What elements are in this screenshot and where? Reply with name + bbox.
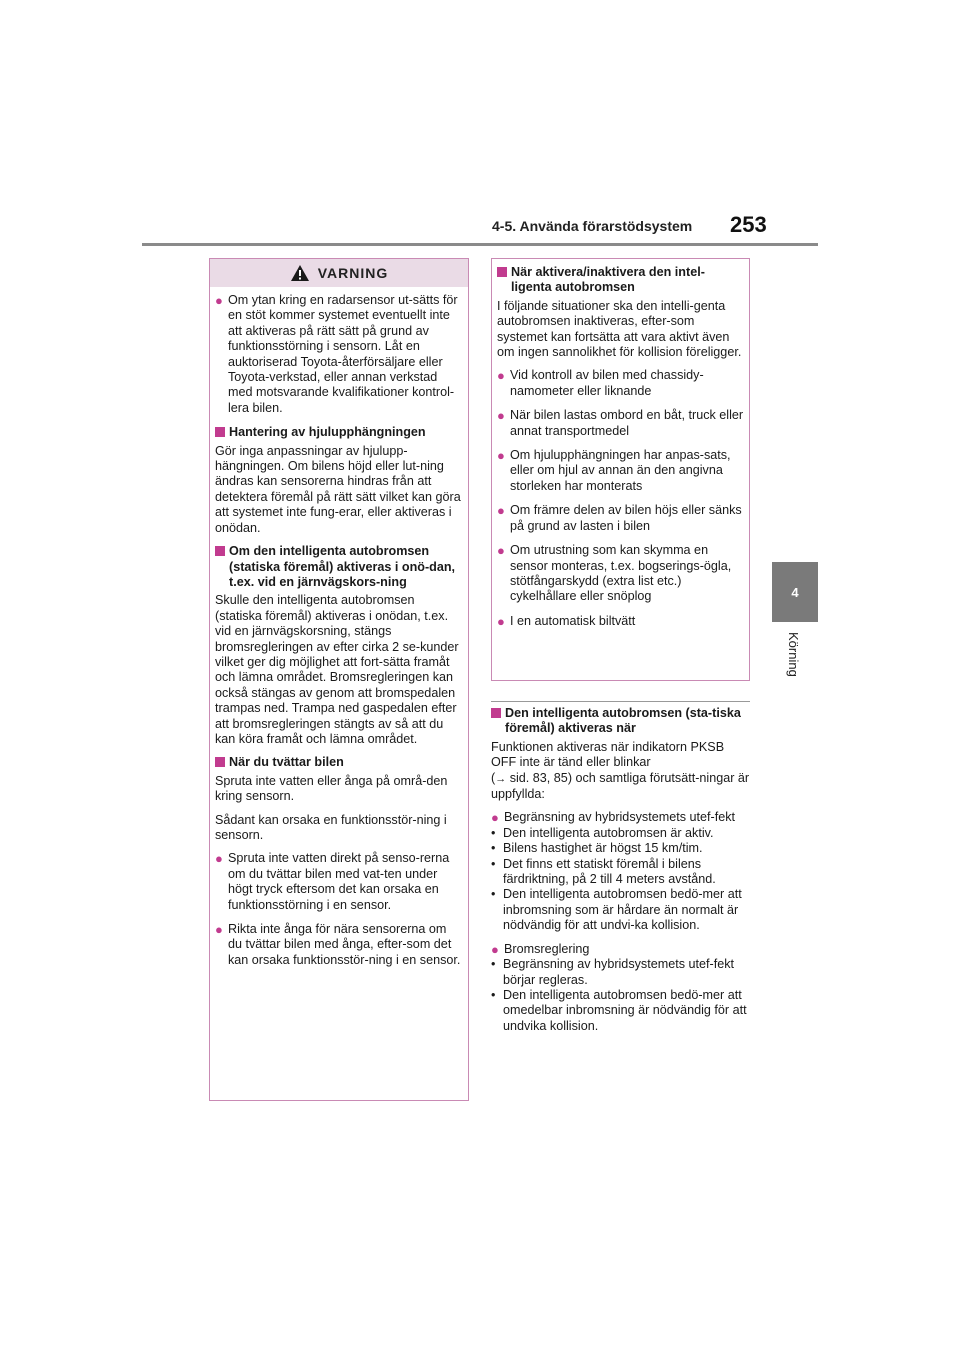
activation-section bbox=[491, 706, 750, 1042]
sub-item: • Den intelligenta autobromsen bedö-mer att inbromsning som är hårdare än normalt är nödvändig för att undvi-ka kollision. bbox=[491, 887, 742, 933]
list-item: ● Rikta inte ånga för nära sensorerna om du tvättar bilen med ånga, efter-som det kan orsaka funktionsstör-ning i en sensor. bbox=[215, 922, 461, 967]
bullet-icon: ● bbox=[497, 613, 505, 629]
warning-title: VARNING bbox=[317, 265, 389, 281]
square-icon bbox=[215, 757, 225, 767]
section-title: 4-5. Använda förarstödsystem bbox=[492, 218, 693, 234]
bullet-icon: ● bbox=[215, 922, 223, 938]
chapter-tab bbox=[772, 562, 818, 622]
list-item: ● Om utrustning som kan skymma en sensor monteras, t.ex. bogserings-ögla, stötfångarskydd (extra list etc.) cykelhållare eller snöplog bbox=[497, 543, 732, 604]
sub-item: • Begränsning av hybridsystemets utef-fekt börjar regleras. bbox=[491, 957, 734, 987]
page-number: 253 bbox=[730, 212, 767, 237]
sub-item: • Det finns ett statiskt föremål i bilens färdriktning, på 2 till 4 meters avstånd. bbox=[491, 856, 716, 887]
sub-list bbox=[491, 957, 750, 1034]
warning-icon bbox=[290, 264, 310, 282]
square-icon bbox=[215, 427, 225, 437]
subheading: När du tvättar bilen bbox=[215, 755, 463, 770]
subheading: När aktivera/inaktivera den intel-ligenta autobromsen bbox=[497, 265, 744, 296]
bullet-icon: ● bbox=[497, 448, 505, 464]
paragraph: Spruta inte vatten eller ånga på områ-den kring sensorn. bbox=[215, 773, 448, 804]
sub-item: • Den intelligenta autobromsen bedö-mer att omedelbar inbromsning är nödvändig för att undvika kollision. bbox=[491, 987, 747, 1033]
list-item: ● Bromsreglering bbox=[491, 941, 590, 957]
list-item: ● Om hjulupphängningen har anpas-sats, eller om hjul av annan än den angivna storleken har monterats bbox=[497, 448, 731, 493]
section-rule bbox=[491, 701, 750, 702]
list-item: ● Spruta inte vatten direkt på senso-rerna om du tvättar bilen med vat-ten under högt tryck eftersom det kan orsaka en funktionsstörning i en sensor. bbox=[215, 851, 450, 912]
list-item: ● Om ytan kring en radarsensor ut-sätts för en stöt kommer systemet eventuellt inte att aktiveras på rätt sätt på grund av funktionsstörning i sensorn. Låt en auktoriserad Toyota-återförsäljare eller Toyota-verkstad, eller annan verkstad med motsvarande kvalifikationer kontrol-lera bilen. bbox=[215, 293, 458, 415]
subheading: Om den intelligenta autobromsen (statiska föremål) aktiveras i onö-dan, t.ex. vid en järnvägskors-ning bbox=[215, 544, 463, 590]
bullet-icon: ● bbox=[491, 941, 499, 957]
bullet-icon: ● bbox=[215, 851, 223, 867]
bullet-icon: ● bbox=[497, 408, 505, 424]
arrow-icon: → bbox=[495, 772, 507, 785]
list-item: ● Om främre delen av bilen höjs eller sänks på grund av lasten i bilen bbox=[497, 503, 742, 533]
paragraph: I följande situationer ska den intelli-genta autobromsen inaktiveras, efter-som systemet kan fortsätta att vara aktivt även om ingen sannolikhet för kollision föreligger. bbox=[497, 298, 742, 360]
subheading: Den intelligenta autobromsen (sta-tiska föremål) aktiveras när bbox=[491, 706, 750, 737]
square-icon bbox=[215, 546, 225, 556]
chapter-number: 4 bbox=[791, 584, 799, 600]
sub-item: • Den intelligenta autobromsen är aktiv. bbox=[491, 825, 714, 840]
bullet-icon: ● bbox=[491, 810, 499, 826]
subheading: Hantering av hjulupphängningen bbox=[215, 425, 463, 440]
square-icon bbox=[491, 708, 501, 718]
square-icon bbox=[497, 267, 507, 277]
bullet-icon: ● bbox=[497, 503, 505, 519]
warning-content bbox=[210, 287, 468, 981]
info-box bbox=[491, 258, 750, 681]
bullet-icon: ● bbox=[497, 543, 505, 559]
header-rule bbox=[142, 243, 818, 246]
warning-header bbox=[210, 259, 468, 287]
warning-box bbox=[209, 258, 469, 1101]
list-item: ● När bilen lastas ombord en båt, truck eller annat transportmedel bbox=[497, 408, 744, 438]
chapter-label: Körning bbox=[786, 632, 801, 677]
list-item: ● Vid kontroll av bilen med chassidy-namometer eller liknande bbox=[497, 368, 704, 398]
list-item: ● Begränsning av hybridsystemets utef-fekt bbox=[491, 810, 735, 826]
paragraph: Gör inga anpassningar av hjulupp-hängningen. Om bilens höjd eller lut-ning ändras kan sensorerna hindras från att detektera föremål på rätt sätt vilket kan göra att systemet inte fung-erar, eller aktiveras i onödan. bbox=[215, 443, 461, 535]
paragraph: Skulle den intelligenta autobromsen (statiska föremål) aktiveras i onödan, t.ex. vid en järnvägskorsning, stängs bromsregleringen av efter cirka 2 se-kunder vilket ger dig möjlighet att fort-sätta framåt och lämna området. Bromsregleringen kan också stängas av genom att bromspedalen trampas ned. Trampa ned gaspedalen efter att bromsregleringen stängts av så att du kan köra framåt och lämna området. bbox=[215, 593, 459, 746]
bullet-icon: ● bbox=[497, 368, 505, 384]
info-content bbox=[492, 259, 749, 642]
bullet-icon: ● bbox=[215, 293, 223, 308]
paragraph: Funktionen aktiveras när indikatorn PKSB OFF inte är tänd eller blinkar (→ sid. 83, 85) och samtliga förutsätt-ningar är uppfyllda: bbox=[491, 739, 750, 802]
sub-list bbox=[491, 826, 750, 934]
sub-item: • Bilens hastighet är högst 15 km/tim. bbox=[491, 841, 703, 856]
paragraph: Sådant kan orsaka en funktionsstör-ning i sensorn. bbox=[215, 812, 447, 842]
list-item: ● I en automatisk biltvätt bbox=[497, 613, 636, 629]
